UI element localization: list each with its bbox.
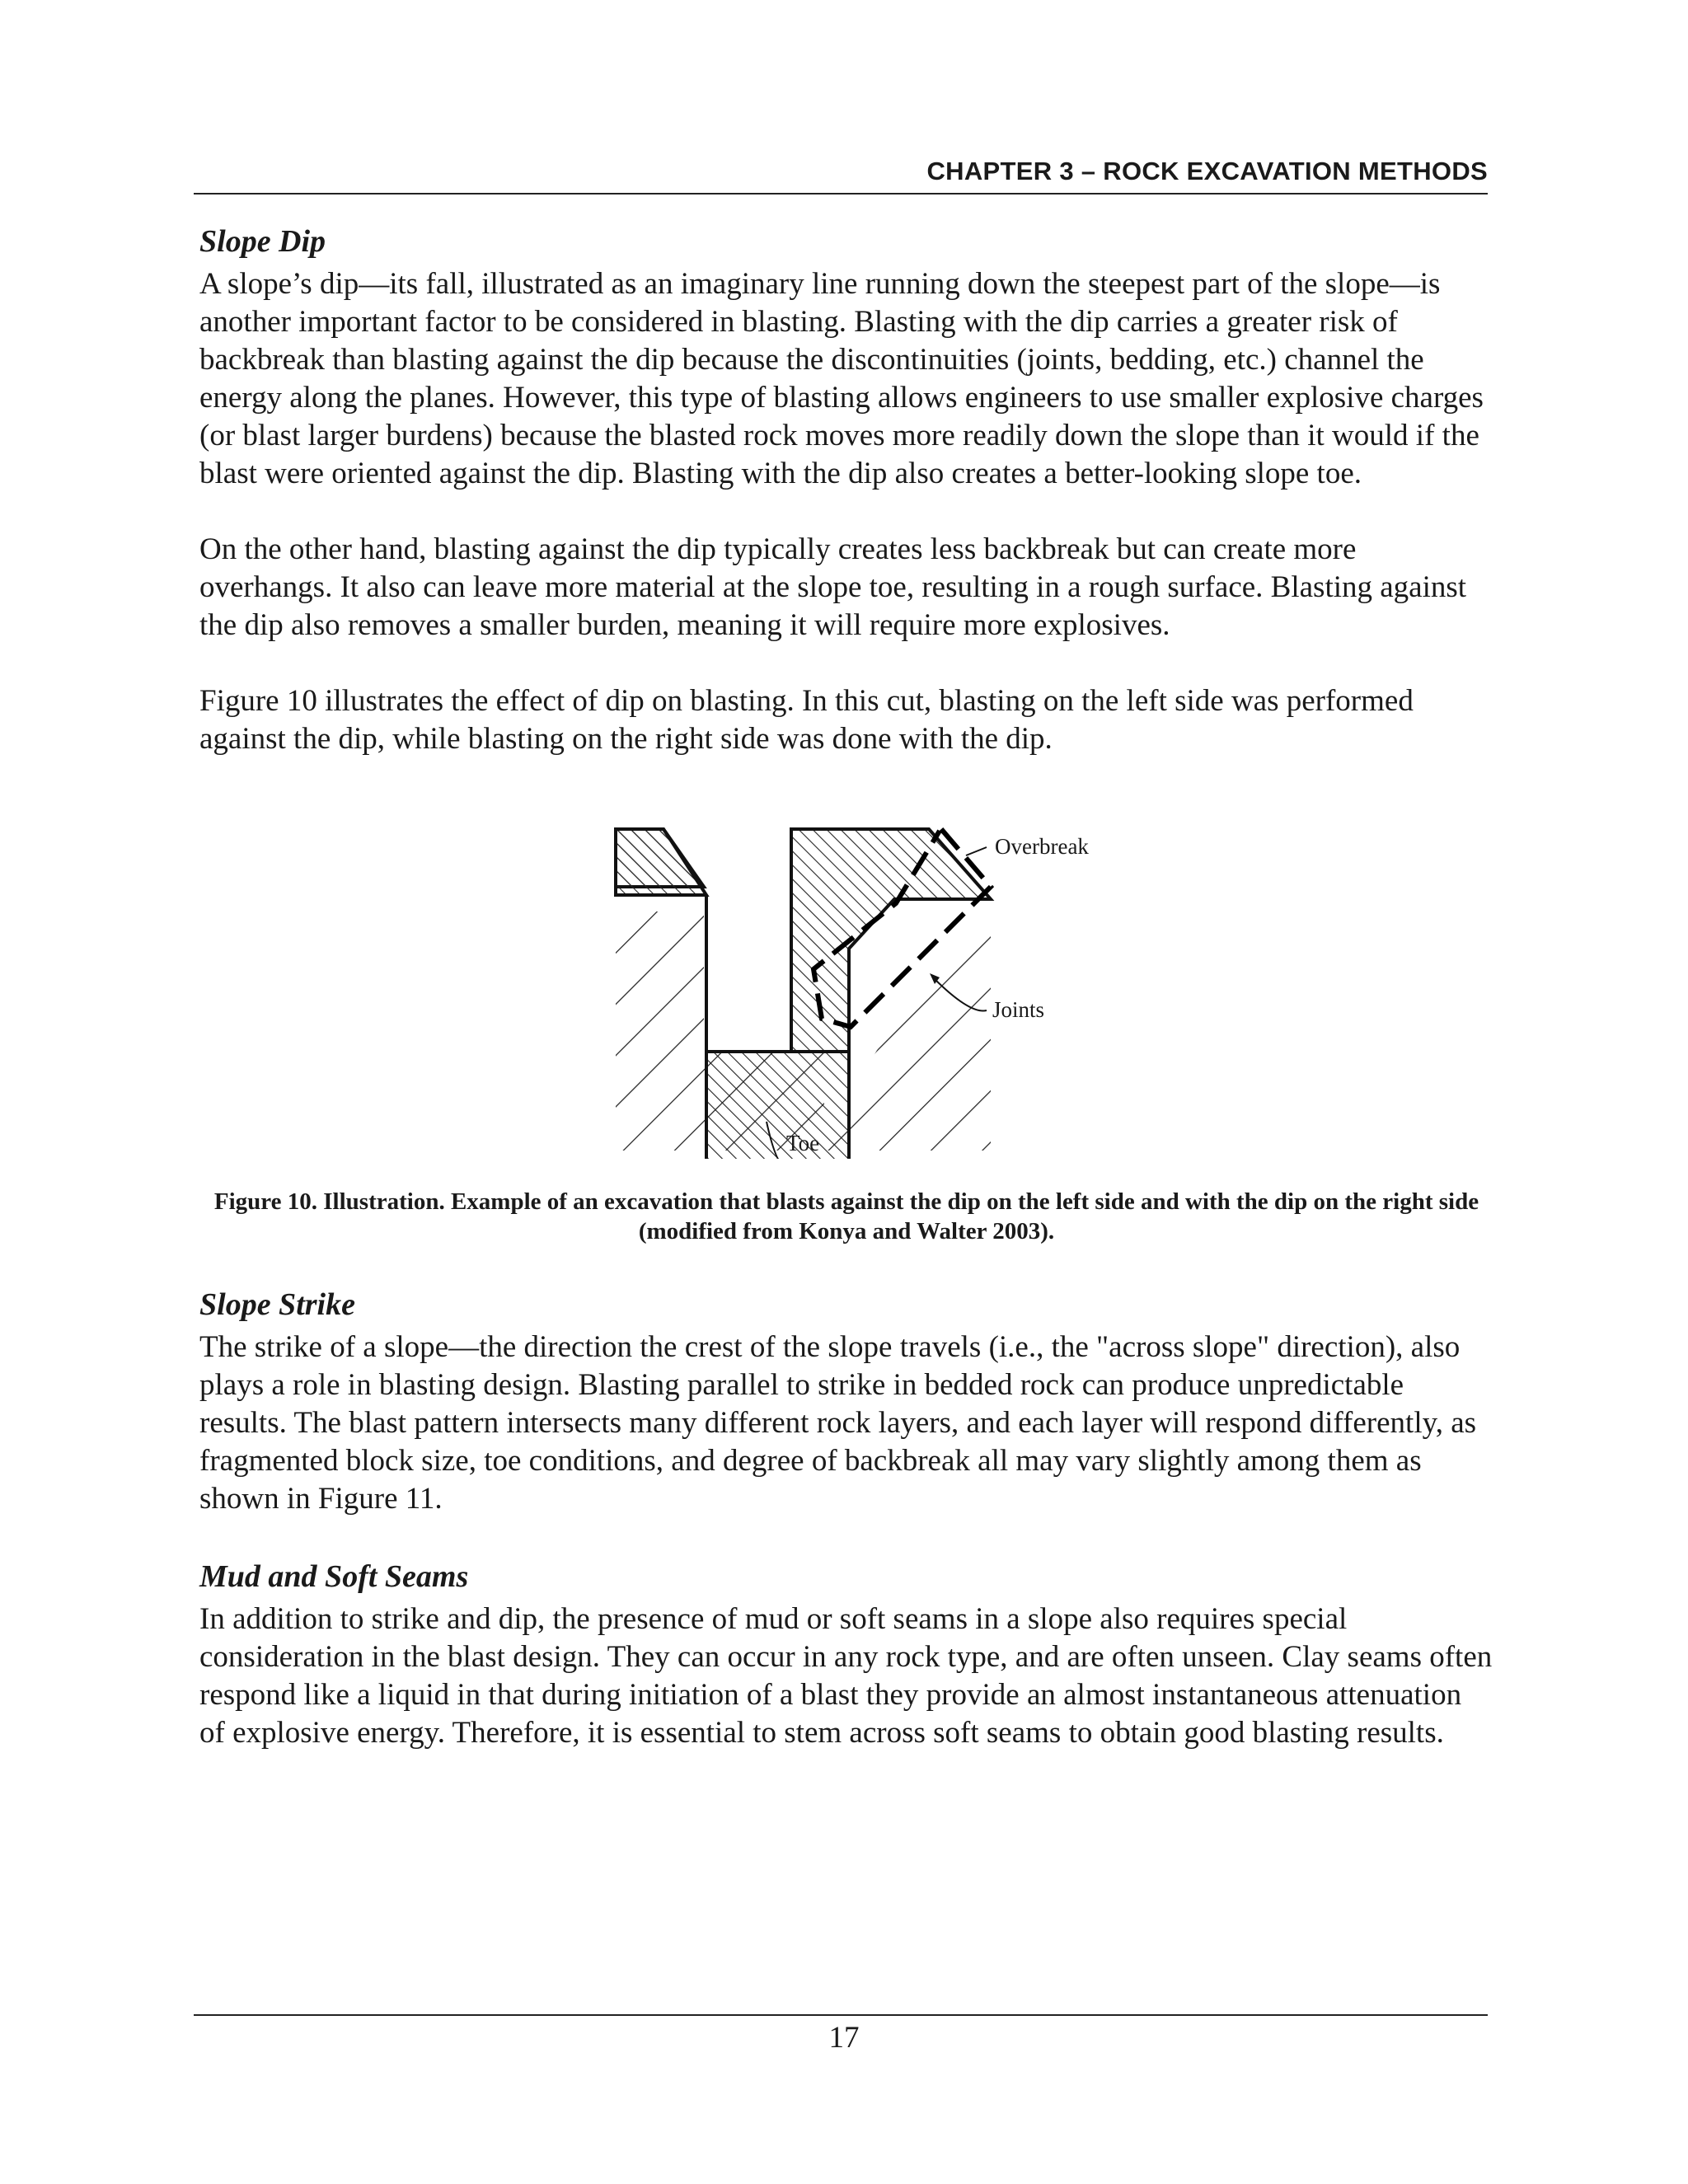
heading-mud-seams: Mud and Soft Seams (199, 1559, 469, 1594)
label-joints: Joints (992, 997, 1045, 1022)
section-slope-dip (199, 223, 1493, 758)
paragraph-dip-3: Figure 10 illustrates the effect of dip on blasting. In this cut, blasting on the left side was performed against the dip, while blasting on the right side was done with the dip. (199, 684, 1414, 756)
heading-slope-dip: Slope Dip (199, 224, 326, 259)
figure-10 (199, 804, 1493, 1246)
excavation-diagram (199, 804, 1493, 1159)
label-overbreak: Overbreak (995, 834, 1089, 859)
page-content (199, 223, 1493, 1752)
label-toe: Toe (786, 1131, 820, 1155)
section-mud-seams (199, 1558, 1493, 1752)
heading-slope-strike: Slope Strike (199, 1287, 355, 1322)
footer-rule (194, 2014, 1488, 2016)
paragraph-dip-1: A slope’s dip—its fall, illustrated as an imaginary line running down the steepest part of the slope—is another important factor to be considered in blasting. Blasting with the dip carries a greater risk of backbreak than blasting against the dip because the discontinuities (joints, bedding, etc.) channel the energy along the planes. However, this type of blasting allows engineers to use smaller explosive charges (or blast larger burdens) because the blasted rock moves more readily down the slope than it would if the blast were oriented against the dip. Blasting with the dip also creates a better-looking slope toe. (199, 267, 1484, 490)
running-header: CHAPTER 3 – ROCK EXCAVATION METHODS (926, 157, 1488, 185)
paragraph-dip-2: On the other hand, blasting against the dip typically creates less backbreak but can create more overhangs. It also can leave more material at the slope toe, resulting in a rough surface. Blasting against the dip also removes a smaller burden, meaning it will require more explosives. (199, 532, 1467, 642)
page-number: 17 (828, 2021, 860, 2055)
paragraph-mud-seams: In addition to strike and dip, the presence of mud or soft seams in a slope also requires special consideration in the blast design. They can occur in any rock type, and are often unseen. Clay seams often respond like a liquid in that during initiation of a blast they provide an almost instantaneous attenuation of explosive energy. Therefore, it is essential to stem across soft seams to obtain good blasting results. (199, 1602, 1493, 1750)
figure-caption: Figure 10. Illustration. Example of an excavation that blasts against the dip on the left side and with the dip on the right side (modified from Konya and Walter 2003). (213, 1188, 1479, 1244)
section-slope-strike (199, 1286, 1493, 1518)
figure-illustration (199, 804, 1493, 1159)
header-rule (194, 193, 1488, 194)
paragraph-strike: The strike of a slope—the direction the crest of the slope travels (i.e., the "across slope" direction), also plays a role in blasting design. Blasting parallel to strike in bedded rock can produce unpredictable results. The blast pattern intersects many different rock layers, and each layer will respond differently, as fragmented block size, toe conditions, and degree of backbreak all may vary slightly among them as shown in Figure 11. (199, 1330, 1477, 1516)
